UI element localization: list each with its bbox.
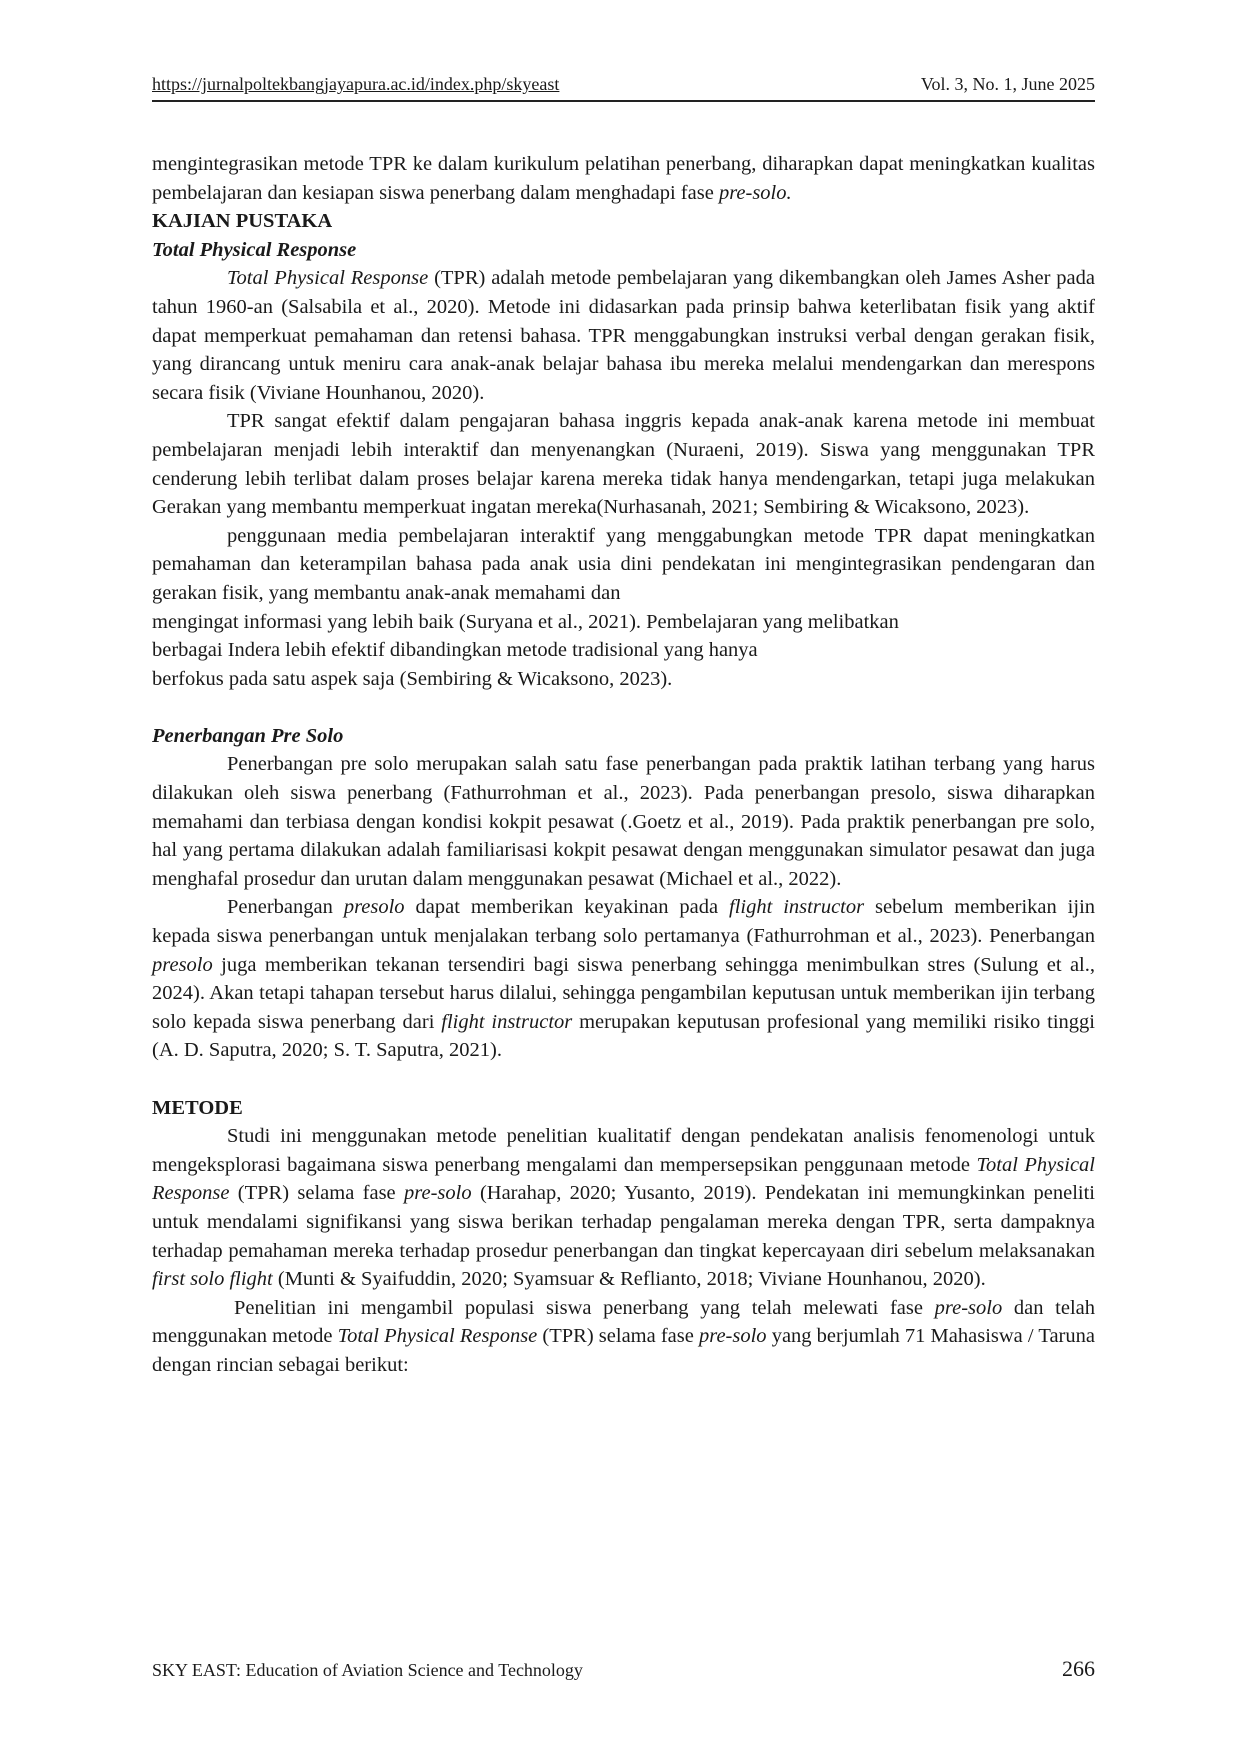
volume-info: Vol. 3, No. 1, June 2025 xyxy=(920,74,1095,94)
section-heading-kajian: KAJIAN PUSTAKA xyxy=(152,210,333,233)
subsection-heading-tpr: Total Physical Response xyxy=(152,238,357,261)
tpr-paragraph-1 xyxy=(152,264,1095,407)
intro-text: mengintegrasikan metode TPR ke dalam kurikulum pelatihan penerbang, diharapkan dapat meningkatkan kualitas pembelajaran dan kesiapan siswa penerbang dalam menghadapi fase xyxy=(152,153,1095,204)
intro-italic: pre-solo. xyxy=(718,181,792,204)
tpr-paragraph-3: penggunaan media pembelajaran interaktif yang menggabungkan metode TPR dapat meningkatkan pemahaman dan keterampilan bahasa pada anak usia dini pendekatan ini mengintegrasikan pendengaran dan gerakan fisik, yang membantu anak-anak memahami dan xyxy=(152,524,1095,604)
tpr-paragraph-3-line: mengingat informasi yang lebih baik (Suryana et al., 2021). Pembelajaran yang melibatkan xyxy=(152,610,899,633)
journal-name: SKY EAST: Education of Aviation Science and Technology xyxy=(152,1660,583,1680)
tpr-paragraph-2: TPR sangat efektif dalam pengajaran bahasa inggris kepada anak-anak karena metode ini membuat pembelajaran menjadi lebih interaktif dan menyenangkan (Nuraeni, 2019). Siswa yang menggunakan TPR cenderung lebih terlibat dalam proses belajar karena mereka tidak hanya mendengarkan, tetapi juga melakukan Gerakan yang membantu memperkuat ingatan mereka(Nurhasanah, 2021; Sembiring & Wicaksono, 2023). xyxy=(152,410,1095,519)
page-footer xyxy=(152,1656,1095,1686)
page-header xyxy=(152,70,1095,102)
page-number: 266 xyxy=(1062,1656,1095,1681)
presolo-paragraph-2: Penerbangan presolo dapat memberikan keyakinan pada flight instructor sebelum memberikan ijin kepada siswa penerbangan untuk menjalakan terbang solo pertamanya (Fathurrohman et al., 2023). Penerbangan presolo juga memberikan tekanan tersendiri bagi siswa penerbang sehingga menimbulkan stres (Sulung et al., 2024). Akan tetapi tahapan tersebut harus dilalui, sehingga pengambilan keputusan untuk memberikan ijin terbang solo kepada siswa penerbang dari flight instructor merupakan keputusan profesional yang memiliki risiko tinggi (A. D. Saputra, 2020; S. T. Saputra, 2021). xyxy=(152,896,1096,1062)
intro-paragraph xyxy=(152,150,1095,207)
tpr-p1-italic: Total Physical Response xyxy=(227,267,429,290)
metode-paragraph-2: Penelitian ini mengambil populasi siswa penerbang yang telah melewati fase pre-solo dan telah menggunakan metode Total Physical Response (TPR) selama fase pre-solo yang berjumlah 71 Mahasiswa / Taruna dengan rincian sebagai berikut: xyxy=(152,1296,1095,1376)
section-heading-metode: METODE xyxy=(152,1096,243,1119)
tpr-p1-text: (TPR) adalah metode pembelajaran yang dikembangkan oleh James Asher pada tahun 1960-an (Salsabila et al., 2020). Metode ini didasarkan pada prinsip bahwa keterlibatan fisik yang aktif dapat memperkuat pemahaman dan retensi bahasa. TPR menggabungkan instruksi verbal dengan gerakan fisik, yang dirancang untuk meniru cara anak-anak belajar bahasa ibu mereka melalui mendengarkan dan merespons secara fisik (Viviane Hounhanou, 2020). xyxy=(152,267,1095,404)
page-content xyxy=(152,150,1095,1380)
metode-paragraph-1: Studi ini menggunakan metode penelitian kualitatif dengan pendekatan analisis fenomenologi untuk mengeksplorasi bagaimana siswa penerbang mengalami dan mempersepsikan penggunaan metode Total Physical Response (TPR) selama fase pre-solo (Harahap, 2020; Yusanto, 2019). Pendekatan ini memungkinkan peneliti untuk mendalami signifikansi yang siswa berikan terhadap pengalaman mereka dengan TPR, serta dampaknya terhadap pemahaman mereka terhadap prosedur penerbangan dan tingkat kepercayaan diri sebelum melaksanakan first solo flight (Munti & Syaifuddin, 2020; Syamsuar & Reflianto, 2018; Viviane Hounhanou, 2020). xyxy=(152,1125,1095,1291)
tpr-paragraph-3-line: berbagai Indera lebih efektif dibandingkan metode tradisional yang hanya xyxy=(152,639,758,662)
presolo-paragraph-1: Penerbangan pre solo merupakan salah satu fase penerbangan pada praktik latihan terbang yang harus dilakukan oleh siswa penerbang (Fathurrohman et al., 2023). Pada penerbangan presolo, siswa diharapkan memahami dan terbiasa dengan kondisi kokpit pesawat (.Goetz et al., 2019). Pada praktik penerbangan pre solo, hal yang pertama dilakukan adalah familiarisasi kokpit pesawat dengan menggunakan simulator pesawat dan juga menghafal prosedur dan urutan dalam menggunakan pesawat (Michael et al., 2022). xyxy=(152,753,1095,890)
tpr-paragraph-3-line: berfokus pada satu aspek saja (Sembiring & Wicaksono, 2023). xyxy=(152,667,673,690)
journal-url-link[interactable]: https://jurnalpoltekbangjayapura.ac.id/index.php/skyeast xyxy=(152,74,560,94)
subsection-heading-presolo: Penerbangan Pre Solo xyxy=(152,724,344,747)
